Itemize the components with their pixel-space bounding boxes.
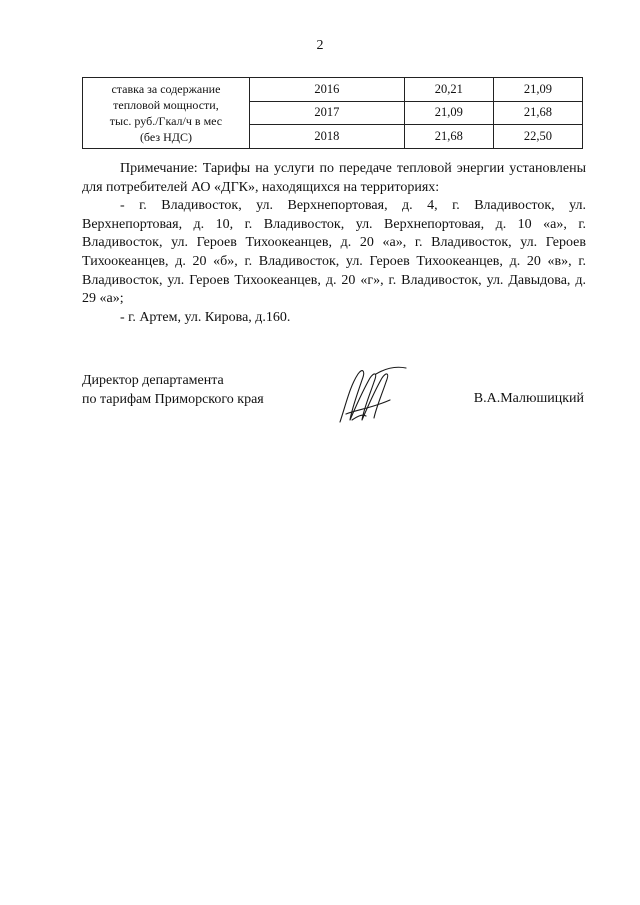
year-cell: 2016 [249, 78, 404, 102]
value-cell-second-half: 21,68 [493, 101, 582, 125]
rate-label-line: тыс. руб./Гкал/ч в мес [109, 114, 223, 128]
rate-label-line: ставка за содержание [111, 82, 221, 96]
tariff-note [82, 160, 586, 327]
value-cell-first-half: 21,09 [404, 101, 493, 125]
value-cell-second-half: 21,09 [493, 78, 582, 102]
value-cell-second-half: 22,50 [493, 125, 582, 149]
signatory-title-line: по тарифам Приморского края [82, 391, 264, 407]
signature-block [82, 372, 586, 432]
year-cell: 2018 [249, 125, 404, 149]
signatory-title-line: Директор департамента [82, 373, 224, 388]
rate-label-cell [83, 78, 250, 149]
table-row [83, 78, 583, 102]
signatory-title [82, 372, 264, 409]
year-cell: 2017 [249, 101, 404, 125]
note-vladivostok-addresses: - г. Владивосток, ул. Верхнепортовая, д. 4, г. Владивосток, ул. Верхнепортовая, д. 10, г. Владивосток, ул. Верхнепортовая, д. 10 «а», г. Владивосток, ул. Героев Тихоокеанцев, д. 20 «а», г. Владивосток, ул. Героев Тихоокеанцев, д. 20 «б», г. Владивосток, ул. Героев Тихоокеанцев, д. 20 «в», г. Владивосток, ул. Героев Тихоокеанцев, д. 20 «г», г. Владивосток, ул. Давыдова, д. 29 «а»; [82, 198, 586, 307]
rate-label-line: тепловой мощности, [113, 98, 219, 112]
tariff-table [82, 77, 583, 149]
note-intro-paragraph: Примечание: Тарифы на услуги по передаче тепловой энергии установлены для потребителей АО «ДГК», находящихся на территориях: [82, 161, 586, 195]
page-number: 2 [316, 38, 324, 53]
rate-label-line: (без НДС) [139, 130, 192, 144]
value-cell-first-half: 21,68 [404, 125, 493, 149]
signatory-name: В.А.Малюшицкий [473, 391, 584, 406]
handwritten-signature [332, 364, 410, 426]
value-cell-first-half: 20,21 [404, 78, 493, 102]
note-artem-address: - г. Артем, ул. Кирова, д.160. [120, 309, 291, 325]
